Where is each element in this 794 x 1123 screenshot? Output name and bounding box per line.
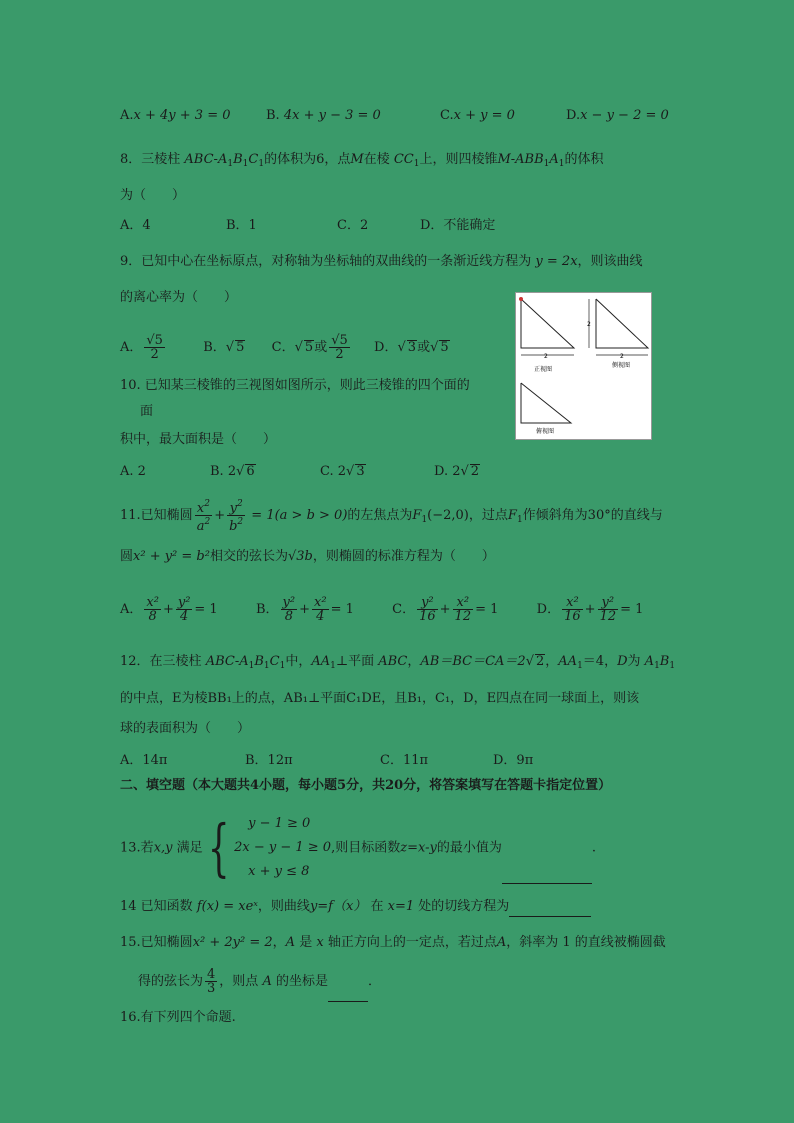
q10-stem: 10. 已知某三棱锥的三视图如图所示，则此三棱锥的四个面的 [120,378,470,393]
frac-var: x [196,501,205,516]
q13-stem [120,811,596,884]
front-view-triangle [521,299,574,348]
q12-text: ⊥平面 [335,654,375,669]
frac-den: $a^2$ [196,517,211,534]
q11-text: 11.已知椭圆 [120,508,193,523]
q12-sub: 1 [669,661,676,671]
q9-option-c-frac [329,334,350,361]
front-view-vertex [519,297,523,301]
q11-stem-line2 [120,547,495,567]
q8-sub: 1 [227,159,234,169]
q9-option-d-label: D． [374,340,398,355]
q12-prism: ABC-A [205,654,249,669]
q7-option-a-label: A. [120,108,134,123]
q10-option-d-radicand: 2 [470,464,480,479]
q12-option-a: A．14π [120,753,168,768]
q11-sub: 1 [421,515,428,525]
q9-stem-line2: 的离心率为（ ） [120,290,238,305]
q11-option-c-f2 [453,596,474,623]
q9-text: 9．已知中心在坐标原点，对称轴为坐标轴的双曲线的一条渐近线方程为 [120,254,532,269]
q15-text: ， [272,935,286,950]
q11-text: 圆 [120,549,134,564]
frac-den: 16 [419,609,436,624]
q15-text: ． [368,974,382,989]
frac-num: $x^2$ [195,498,213,516]
q11-option-b-f1 [281,596,298,623]
q12-sub: 1 [263,661,270,671]
q9-option-d-or: 或 [417,340,431,355]
q11-eq: = 1 [330,602,354,617]
q13-text: . [591,840,596,856]
q15-a: A [285,935,296,950]
frac-num: √5 [146,333,163,348]
q9-option-b-radicand: 5 [236,340,245,355]
q12-b: B [659,654,670,669]
q9-option-a-label: A． [120,340,143,355]
q10-stem-line2: 积中，最大面积是（ ） [120,432,277,447]
frac-den: $b^2$ [229,517,244,534]
q10-option-b: B. 2√ 6 [210,464,255,479]
q11-f1: F [412,508,422,523]
q12-d: D [617,654,628,669]
frac-num: y² [282,595,296,610]
q9-option-b-label: B． [203,340,226,355]
q12-stem-line3: 球的表面积为（ ） [120,721,251,736]
q13-text: 的最小值为 [436,840,502,856]
q13-text: 满足 [176,840,203,856]
q11-options: A． $\frac{\text{x²}}{8}$ + $\frac{\text{y²}}{4}$ = 1 B． $\frac{\text{y²}}{8}$ + $\frac{\text{x²}}{4}$ = 1 C． $\frac{\text{y²}}{16}$ + $\frac{\text{x²}}{12}$ = 1 D． $\frac{\text{x²}}{16}$ + $\frac{\text{y²}}{12}$ = 1 [120,595,644,624]
q12-a: A [644,654,655,669]
frac-num: x² [453,596,474,610]
q8-c: C [248,152,259,167]
q13-objective: z=x-y [400,840,437,856]
q12-text: ， [545,654,559,669]
frac-var: b [229,519,238,534]
frac-den: 12 [454,609,472,624]
q11-option-d-f2 [598,596,619,623]
q11-eq: = 1 [194,602,218,617]
q15-stem-line2 [138,962,381,1002]
q8-option-b: B．1 [226,218,257,233]
q8-prism: ABC-A [184,152,228,167]
q8-stem-line2: 为（ ） [120,188,186,203]
q14-point: x=1 [387,899,415,914]
q12-stem-line2: 的中点，E为棱BB₁上的点，AB₁⊥平面C₁DE，且B₁，C₁，D，E四点在同一球面上，则该 [120,691,640,706]
q12-b: B [254,654,264,669]
q15-x: x [316,935,324,950]
frac-den: 2 [150,347,159,362]
q11-sub: 1 [516,515,523,525]
q10-option-c-radicand: 3 [356,464,365,479]
q15-text: 15.已知椭圆 [120,935,193,950]
q12-stem: 12．在三棱柱 ABC-$A_1B_1C_1$中，$AA_1\perp$平面 ABC，AB＝BC＝CA＝2√ 2，$AA_1=4$，D为 $A_1B_1$ [120,654,676,671]
q10-option-d-coef: D. 2 [434,464,461,479]
q11-option-a-f1 [144,596,161,623]
q12-aa: AA [558,654,578,669]
q7-options [120,106,231,126]
q11-text: 作倾斜角为30°的直线与 [522,508,663,523]
q7-option-d: x − y − 2 = 0 [580,108,669,123]
q7-option-d-wrap [566,106,669,126]
top-view-triangle [521,383,571,423]
q16-stem: 16.有下列四个命题. [120,1010,236,1025]
q14-stem [120,897,591,917]
q7-option-b: 4x + y − 3 = 0 [283,108,381,123]
side-view-label: 侧视图 [612,362,631,369]
q8-b: B [233,152,243,167]
q12-sub: 1 [577,661,583,671]
q14-text: ，则曲线 [257,899,310,914]
frac-den: 8 [148,609,157,624]
frac-num: y² [177,595,191,610]
q8-sub: 1 [558,159,565,169]
q11-option-a-label: A． [120,602,143,617]
q11-option-c-label: C． [392,602,416,617]
q10-stem-wrap: 面 [140,404,154,419]
q7-option-c: x + y = 0 [453,108,515,123]
side-dim-w-label: 2 [620,353,624,360]
frac-den: 16 [564,609,581,624]
q8-a: A [549,152,559,167]
q8-cc: CC [393,152,414,167]
q12-c: C [269,654,280,669]
q8-pyramid: M-ABB [497,152,544,167]
q7-option-c-wrap [440,106,515,126]
q15-stem [120,933,666,953]
q8-text: 上，则四棱锥 [419,152,498,167]
q7-option-b-wrap [266,106,381,126]
q8-sub: 1 [543,159,550,169]
q12-equal-sides: AB＝BC＝CA＝2 [420,654,526,669]
q8-text: 的体积为6，点 [264,152,351,167]
front-view-label: 正视图 [534,366,553,373]
q10-option-d: D. 2√ 2 [434,464,480,479]
q11-eq: = 1 [475,602,499,617]
q12-radicand: 2 [535,654,545,669]
q12-sub: 1 [279,661,286,671]
q15-a: A [496,935,507,950]
q15-text: 轴正方向上的一定点，若过点 [327,935,497,950]
q12-option-d: D．9π [493,753,534,768]
q8-stem [120,150,604,174]
q13-text: ,则目标函数 [331,840,401,856]
q11-text: 相交的弦长为 [209,549,288,564]
q13-constraint-3: x + y ≤ 8 [248,864,310,879]
q11-text: 的左焦点为 [347,508,413,523]
frac-var: y [229,501,237,516]
q10-option-a: A. 2 [120,464,146,479]
q9-option-c-radicand: 5 [304,340,314,355]
frac-num: x² [146,595,159,610]
q9-option-c-label: C． [271,340,295,355]
q15-text: ，则点 [219,974,259,989]
q9-option-a-frac [144,334,165,361]
q11-option-b-label: B． [255,602,279,617]
q13-answer-blank[interactable] [502,869,592,884]
frac-num: y² [598,596,619,610]
q8-option-a: A．4 [120,218,151,233]
q15-ellipse: x² + 2y² = 2 [192,935,273,950]
frac-num: y² [417,596,438,610]
three-view-svg [516,293,651,439]
frac-den: 3 [207,981,216,996]
side-dim-h-label: 2 [587,321,591,328]
q13-constraint-2: 2x − y − 1 ≥ 0 [234,840,332,855]
q9-stem [120,252,643,272]
q10-option-c-coef: C. 2 [320,464,347,479]
q11-condition: = 1(a > b > 0) [247,508,348,523]
q7-option-c-label: C. [440,108,454,123]
q13-constraint-1: y − 1 ≥ 0 [248,816,311,831]
q11-frac-x [195,498,213,533]
q12-sub: 1 [654,661,660,671]
q9-option-d-radicand: 3 [407,340,417,355]
q12-option-b: B．12π [245,753,293,768]
q15-text: ，斜率为 1 的直线被椭圆截 [506,935,666,950]
q8-sub: 1 [258,159,265,169]
q12-option-c: C．11π [380,753,429,768]
q12-text: ＝4， [582,654,618,669]
q12-sub: 1 [248,661,255,671]
q10-option-b-radicand: 6 [246,464,255,479]
q15-text: 是 [299,935,313,950]
q14-text: 处的切线方程为 [418,899,510,914]
q14-answer-blank[interactable] [509,902,591,917]
frac-den: 4 [179,609,189,624]
q11-text: ，过点 [468,508,508,523]
frac-den: 4 [316,609,325,624]
q13-system [234,812,331,884]
q9-asymptote: y = 2x [535,254,578,269]
q13-text: 13.若 [120,840,154,856]
q12-text: ， [407,654,421,669]
q12-aa: AA [311,654,331,669]
q7-option-d-label: D. [566,108,581,123]
side-view-triangle [596,299,648,348]
q13-vars: x,y [153,840,173,856]
q15-a: A [262,974,272,989]
q9-option-d-radicand: 5 [440,340,449,355]
q10-option-b-coef: B. 2 [210,464,237,479]
q8-text: 的体积 [564,152,604,167]
q15-answer-blank[interactable] [328,987,368,1002]
three-view-figure [515,292,652,440]
q9-option-c-or: 或 [314,340,328,355]
frac-num: $y^2$ [227,498,245,516]
q14-function: f(x) = xeˣ [196,899,258,914]
q8-text: 在棱 [363,152,390,167]
q11-chord: √3b [287,549,313,564]
q12-text: 为 [627,654,641,669]
q9-text: ，则该曲线 [577,254,643,269]
q11-option-c-f1 [417,596,438,623]
q8-option-d: D．不能确定 [420,218,496,233]
q11-option-d-label: D． [536,602,561,617]
q11-circle: x² + y² = b² [133,549,210,564]
q8-option-c: C．2 [337,218,369,233]
q7-option-a: x + 4y + 3 = 0 [133,108,231,123]
frac-num: 4 [207,967,216,982]
frac-var: a [196,519,205,534]
q15-text: 的坐标是 [275,974,328,989]
frac-den: 2 [335,347,344,362]
q13-brace-icon: { [207,811,230,884]
q8-m: M [350,152,364,167]
q12-text: 12．在三棱柱 [120,654,202,669]
q12-abc: ABC [378,654,408,669]
q11-f1: F [507,508,517,523]
q15-text: 得的弦长为 [138,974,204,989]
q15-chord-frac [205,968,217,995]
q11-option-b-f2 [312,596,329,623]
q11-option-a-f2 [176,596,193,623]
frac-num: x² [314,595,327,610]
q11-f1-coord: (−2,0) [427,508,469,523]
q7-option-b-label: B. [266,108,280,123]
q14-text: 在 [370,899,384,914]
q11-stem: 11.已知椭圆 $\frac{x^2}{a^2}$ + $\frac{y^2}{b^2}$ = 1(a > b > 0)的左焦点为$F_1(-2,0)$，过点$F_1$作倾斜角为30°的直线与 [120,499,663,534]
q10-option-c: C. 2√ 3 [320,464,365,479]
q11-eq: = 1 [620,602,644,617]
q8-sub: 1 [413,159,420,169]
q12-sub: 1 [330,661,336,671]
q8-sub: 1 [242,159,249,169]
q11-text: ，则椭圆的标准方程为（ ） [312,549,495,564]
q12-text: 中， [285,654,312,669]
frac-num: x² [562,596,583,610]
top-view-label: 俯视图 [536,428,555,435]
q8-text: 8．三棱柱 [120,152,181,167]
q11-frac-y [227,498,245,533]
q9-options: A． $\frac{√5}{2}$ B．√ 5 C．√ 5或 $\frac{√5}{2}$ D．√ 3或√ 5 [120,333,449,362]
q14-curve: y=f（x） [309,899,367,914]
q14-text: 14 已知函数 [120,899,193,914]
section-heading-fill-in: 二、填空题（本大题共4小题，每小题5分，共20分，将答案填写在答题卡指定位置） [120,778,612,793]
frac-den: 12 [599,609,617,624]
frac-den: 8 [284,609,293,624]
q11-option-d-f1 [562,596,583,623]
frac-num: √5 [331,333,348,348]
front-dim-label: 2 [544,353,548,360]
